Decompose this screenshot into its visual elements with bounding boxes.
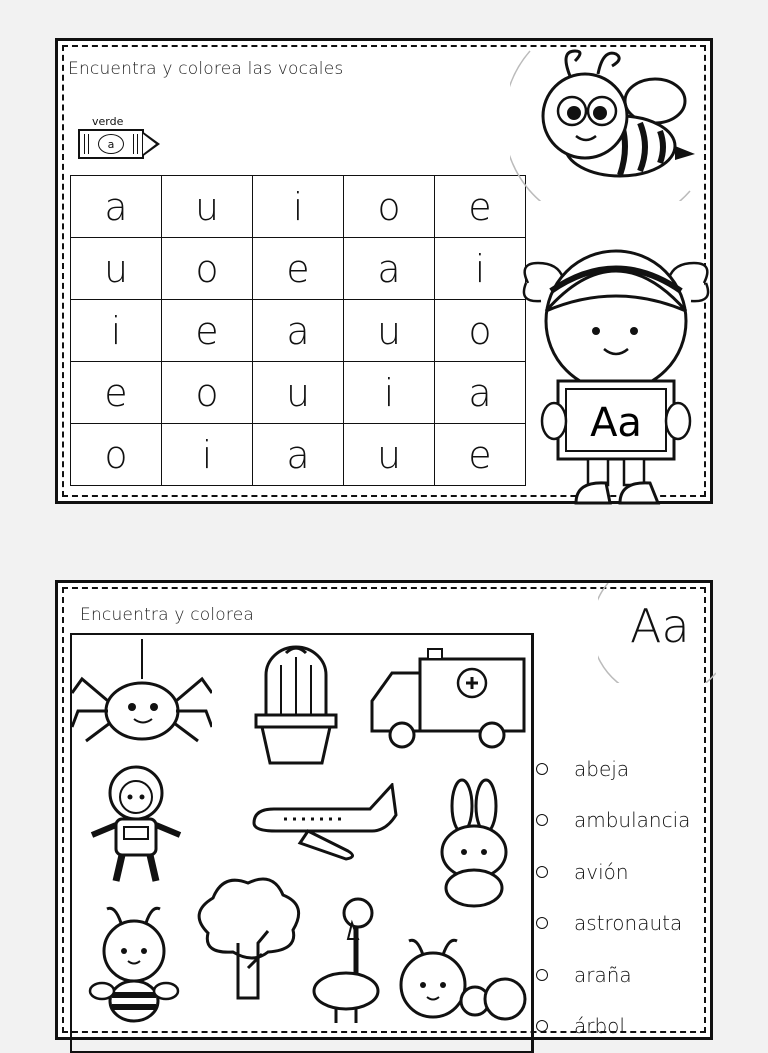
circle-bullet-icon[interactable] bbox=[536, 763, 548, 775]
instruction-text: Encuentra y colorea las vocales bbox=[68, 59, 344, 79]
cactus-icon bbox=[246, 645, 346, 765]
worksheet-find-color bbox=[55, 580, 713, 1040]
grid-cell[interactable]: a bbox=[71, 176, 162, 238]
grid-cell[interactable]: u bbox=[344, 300, 435, 362]
word-label: árbol bbox=[574, 1014, 625, 1039]
crayon-label: verde bbox=[92, 115, 124, 128]
grid-row bbox=[71, 176, 526, 238]
grid-cell[interactable]: i bbox=[253, 176, 344, 238]
worksheet-vowels bbox=[55, 38, 713, 504]
crayon-icon bbox=[78, 115, 164, 163]
ambulance-icon bbox=[368, 643, 528, 753]
word-item bbox=[536, 949, 690, 1001]
word-list bbox=[536, 743, 690, 1052]
grid-row bbox=[71, 424, 526, 486]
grid-cell[interactable]: o bbox=[71, 424, 162, 486]
vowel-grid bbox=[70, 175, 526, 486]
circle-bullet-icon[interactable] bbox=[536, 814, 548, 826]
circle-bullet-icon[interactable] bbox=[536, 866, 548, 878]
grid-cell[interactable]: a bbox=[435, 362, 526, 424]
grid-cell[interactable]: e bbox=[71, 362, 162, 424]
girl-holding-sign bbox=[516, 231, 716, 511]
word-label: avión bbox=[574, 859, 629, 884]
circle-bullet-icon[interactable] bbox=[536, 917, 548, 929]
word-label: ambulancia bbox=[574, 808, 691, 833]
circle-bullet-icon[interactable] bbox=[536, 1020, 548, 1032]
sign-text: Aa bbox=[590, 400, 642, 446]
word-item bbox=[536, 846, 690, 898]
grid-row bbox=[71, 300, 526, 362]
grid-row bbox=[71, 238, 526, 300]
bee-icon bbox=[86, 903, 186, 1023]
grid-cell[interactable]: u bbox=[71, 238, 162, 300]
grid-cell[interactable]: a bbox=[253, 424, 344, 486]
circle-bullet-icon[interactable] bbox=[536, 969, 548, 981]
crayon-letter: a bbox=[98, 134, 124, 154]
grid-cell[interactable]: o bbox=[162, 362, 253, 424]
word-item bbox=[536, 795, 690, 847]
grid-cell[interactable]: i bbox=[344, 362, 435, 424]
grid-row bbox=[71, 362, 526, 424]
big-letter: Aa bbox=[630, 599, 690, 653]
grid-cell[interactable]: e bbox=[253, 238, 344, 300]
word-item bbox=[536, 743, 690, 795]
bee-icon bbox=[510, 41, 710, 201]
grid-cell[interactable]: o bbox=[435, 300, 526, 362]
airplane-icon bbox=[248, 783, 398, 868]
grid-cell[interactable]: i bbox=[71, 300, 162, 362]
ostrich-icon bbox=[306, 895, 386, 1025]
instruction-text: Encuentra y colorea bbox=[80, 605, 254, 625]
grid-cell[interactable]: a bbox=[253, 300, 344, 362]
ant-icon bbox=[393, 933, 533, 1028]
grid-cell[interactable]: i bbox=[435, 238, 526, 300]
grid-cell[interactable]: o bbox=[162, 238, 253, 300]
astronaut-icon bbox=[86, 763, 186, 888]
grid-cell[interactable]: e bbox=[435, 176, 526, 238]
bunny-icon bbox=[428, 778, 518, 908]
word-label: abeja bbox=[574, 756, 630, 781]
word-label: astronauta bbox=[574, 911, 683, 936]
grid-cell[interactable]: o bbox=[344, 176, 435, 238]
grid-cell[interactable]: a bbox=[344, 238, 435, 300]
word-item bbox=[536, 898, 690, 950]
grid-cell[interactable]: u bbox=[344, 424, 435, 486]
word-item bbox=[536, 1001, 690, 1053]
spider-icon bbox=[72, 639, 212, 749]
grid-cell[interactable]: u bbox=[162, 176, 253, 238]
word-label: araña bbox=[574, 962, 632, 987]
grid-cell[interactable]: u bbox=[253, 362, 344, 424]
tree-icon bbox=[188, 873, 308, 1003]
grid-cell[interactable]: e bbox=[162, 300, 253, 362]
grid-cell[interactable]: e bbox=[435, 424, 526, 486]
grid-cell[interactable]: i bbox=[162, 424, 253, 486]
